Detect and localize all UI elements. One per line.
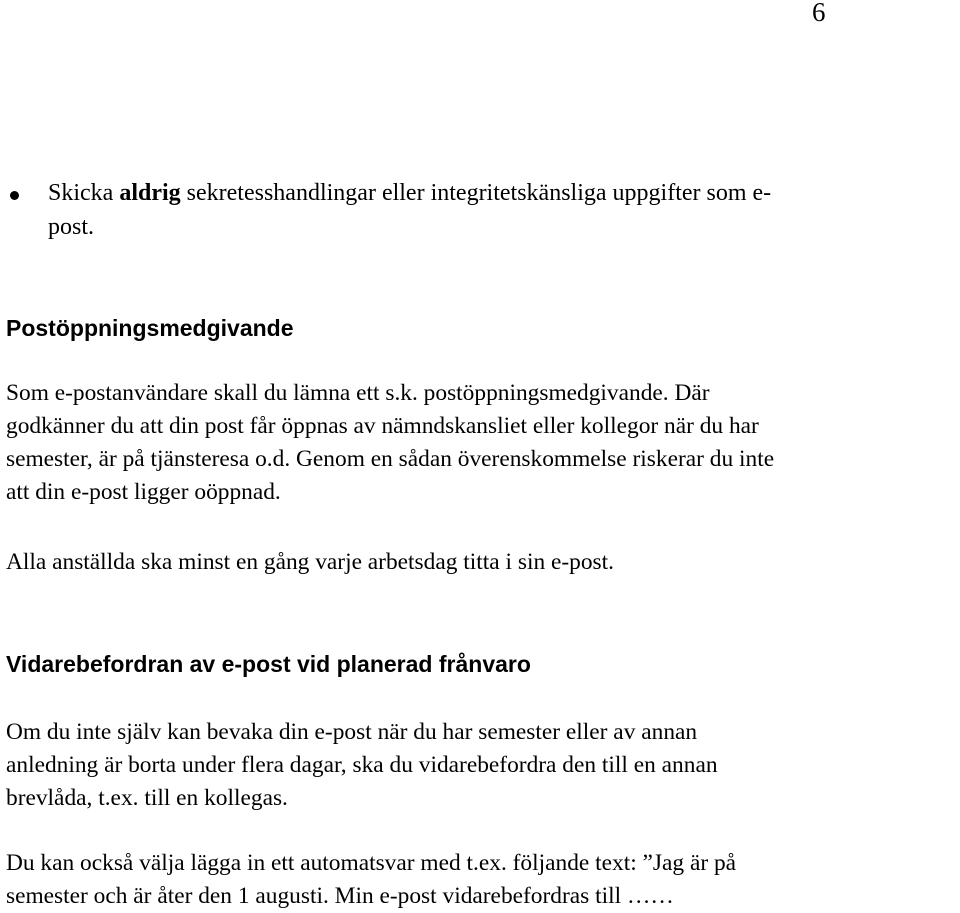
section1-paragraph-1 [6,377,960,509]
text-line: anledning är borta under flera dagar, ska du vidarebefordra den till en annan [6,752,718,778]
text-line: att din e-post ligger oöppnad. [6,479,281,505]
bullet-prefix: Skicka [48,180,120,206]
bullet-line1-rest: sekretesshandlingar eller integritetskänsliga uppgifter som e- [180,180,772,206]
section-heading-vidarebefordran: Vidarebefordran av e-post vid planerad frånvaro [6,651,531,677]
text-line: Du kan också välja lägga in ett automatsvar med t.ex. följande text: ”Jag är på [6,850,737,876]
page-number: 6 [812,0,826,27]
text-line: semester och är åter den 1 augusti. Min e-post vidarebefordras till …… [6,883,674,909]
text-line: godkänner du att din post får öppnas av nämndskansliet eller kollegor när du har [6,413,759,439]
section2-paragraph-2 [6,847,960,913]
bullet-text [48,176,948,244]
section-heading-postoppning: Postöppningsmedgivande [6,315,294,341]
text-line: Om du inte själv kan bevaka din e-post när du har semester eller av annan [6,719,698,745]
text-line: brevlåda, t.ex. till en kollegas. [6,785,288,811]
bullet-emphasis: aldrig [119,180,181,206]
text-line: semester, är på tjänsteresa o.d. Genom en sådan överenskommelse riskerar du inte [6,446,775,472]
bullet-line2: post. [48,214,95,240]
bullet-icon [10,191,19,200]
section1-paragraph-2: Alla anställda ska minst en gång varje arbetsdag titta i sin e-post. [6,549,614,575]
section2-paragraph-1 [6,716,960,815]
text-line: Som e-postanvändare skall du lämna ett s.k. postöppningsmedgivande. Där [6,380,710,406]
